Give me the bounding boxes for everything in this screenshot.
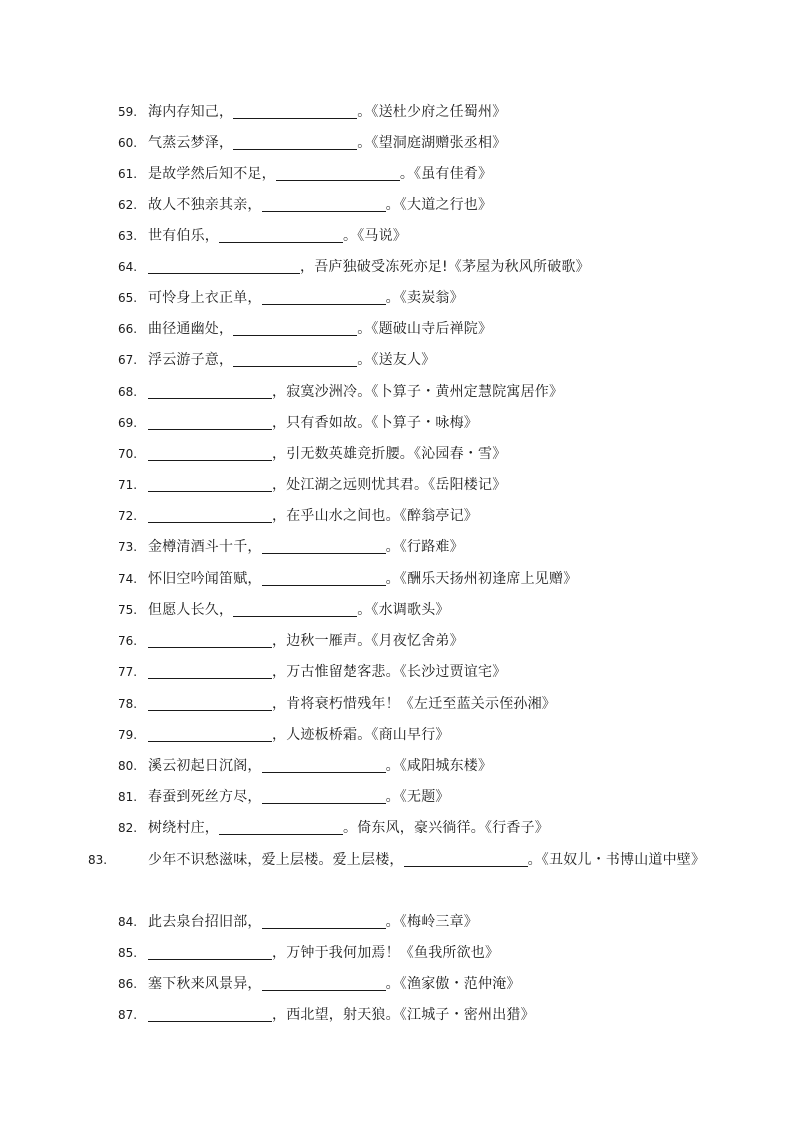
- question-suffix: ，肯将衰朽惜残年！《左迁至蓝关示侄孙湘》: [272, 696, 556, 712]
- question-number: 60.: [118, 136, 138, 150]
- question-81: [118, 782, 688, 813]
- question-86: [118, 969, 688, 1000]
- question-87: [118, 1000, 688, 1031]
- question-75: [118, 595, 688, 626]
- question-number: 69.: [118, 416, 138, 430]
- question-suffix: ，处江湖之远则忧其君。《岳阳楼记》: [272, 477, 507, 493]
- question-suffix: ，边秋一雁声。《月夜忆舍弟》: [272, 633, 464, 649]
- answer-blank[interactable]: [262, 785, 386, 804]
- answer-blank[interactable]: [262, 754, 386, 773]
- question-74: [118, 564, 688, 595]
- question-suffix: ，吾庐独破受冻死亦足!《茅屋为秋风所破歌》: [300, 259, 590, 275]
- answer-blank[interactable]: [148, 473, 272, 492]
- question-prefix: 树绕村庄，: [148, 820, 219, 836]
- question-prefix: 浮云游子意，: [148, 352, 234, 368]
- question-73: [118, 532, 688, 563]
- question-80: [118, 751, 688, 782]
- question-number: 86.: [118, 977, 138, 991]
- question-suffix: ，万古惟留楚客悲。《长沙过贾谊宅》: [272, 664, 507, 680]
- answer-blank[interactable]: [219, 816, 343, 835]
- question-number: 68.: [118, 385, 138, 399]
- question-suffix: 。《渔家傲・范仲淹》: [385, 976, 521, 992]
- question-82: [118, 813, 688, 844]
- question-suffix: 。《题破山寺后禅院》: [357, 321, 493, 337]
- answer-blank[interactable]: [148, 1003, 272, 1022]
- answer-blank[interactable]: [233, 100, 357, 119]
- question-number: 73.: [118, 540, 138, 554]
- answer-blank[interactable]: [148, 380, 272, 399]
- question-66: [118, 314, 688, 345]
- question-suffix: ，引无数英雄竞折腰。《沁园春・雪》: [272, 446, 507, 462]
- question-68: [118, 377, 688, 408]
- question-number: 87.: [118, 1008, 138, 1022]
- question-prefix: 气蒸云梦泽，: [148, 135, 234, 151]
- question-prefix: 此去泉台招旧部，: [148, 914, 262, 930]
- answer-blank[interactable]: [262, 910, 386, 929]
- question-number: 85.: [118, 946, 138, 960]
- answer-blank[interactable]: [148, 941, 272, 960]
- question-suffix: 。《无题》: [385, 789, 450, 805]
- question-number: 81.: [118, 790, 138, 804]
- question-prefix: 曲径通幽处，: [148, 321, 234, 337]
- answer-blank[interactable]: [262, 286, 386, 305]
- question-suffix: 。《行路难》: [385, 539, 464, 555]
- question-prefix: 故人不独亲其亲，: [148, 197, 262, 213]
- question-63: [118, 221, 688, 252]
- question-78: [118, 689, 688, 720]
- question-number: 79.: [118, 728, 138, 742]
- question-number: 67.: [118, 353, 138, 367]
- question-61: [118, 159, 688, 190]
- question-prefix: 可怜身上衣正单，: [148, 290, 262, 306]
- question-suffix: 。《望洞庭湖赠张丞相》: [357, 135, 507, 151]
- question-suffix: ，只有香如故。《卜算子・咏梅》: [272, 415, 478, 431]
- question-64: [118, 252, 688, 283]
- question-number: 65.: [118, 291, 138, 305]
- question-number: 63.: [118, 229, 138, 243]
- question-suffix: ，人迹板桥霜。《商山早行》: [272, 727, 450, 743]
- question-number: 72.: [118, 509, 138, 523]
- question-number: 80.: [118, 759, 138, 773]
- answer-blank[interactable]: [148, 723, 272, 742]
- question-suffix: 。《咸阳城东楼》: [385, 758, 493, 774]
- answer-blank[interactable]: [404, 848, 528, 867]
- answer-blank[interactable]: [148, 692, 272, 711]
- question-prefix: 世有伯乐，: [148, 228, 219, 244]
- question-suffix: ，寂寞沙洲冷。《卜算子・黄州定慧院寓居作》: [272, 384, 564, 400]
- question-70: [118, 439, 688, 470]
- question-71: [118, 470, 688, 501]
- question-suffix: 。倚东风，豪兴徜徉。《行香子》: [343, 820, 549, 836]
- question-suffix: ，西北望，射天狼。《江城子・密州出猎》: [272, 1007, 535, 1023]
- question-prefix: 溪云初起日沉阁，: [148, 758, 262, 774]
- answer-blank[interactable]: [148, 255, 300, 274]
- question-prefix: 金樽清酒斗十千，: [148, 539, 262, 555]
- question-suffix: 。《马说》: [343, 228, 407, 244]
- answer-blank[interactable]: [148, 504, 272, 523]
- answer-blank[interactable]: [148, 411, 272, 430]
- question-number: 76.: [118, 634, 138, 648]
- answer-blank[interactable]: [233, 131, 357, 150]
- question-suffix: 。《梅岭三章》: [385, 914, 479, 930]
- answer-blank[interactable]: [233, 317, 357, 336]
- question-number: 78.: [118, 697, 138, 711]
- answer-blank[interactable]: [262, 193, 386, 212]
- question-65: [118, 283, 688, 314]
- question-number: 82.: [118, 821, 138, 835]
- question-number: 84.: [118, 915, 138, 929]
- question-number: 77.: [118, 665, 138, 679]
- question-suffix: 。《卖炭翁》: [385, 290, 464, 306]
- question-69: [118, 408, 688, 439]
- question-number: 64.: [118, 260, 138, 274]
- question-suffix: ，在乎山水之间也。《醉翁亭记》: [272, 508, 478, 524]
- question-85: [118, 938, 688, 969]
- question-number: 74.: [118, 572, 138, 586]
- question-suffix: 。《水调歌头》: [357, 602, 450, 618]
- answer-blank[interactable]: [276, 162, 400, 181]
- question-number: 71.: [118, 478, 138, 492]
- question-number: 75.: [118, 603, 138, 617]
- question-suffix: 。《大道之行也》: [385, 197, 493, 213]
- question-prefix: 少年不识愁滋味，爱上层楼。爱上层楼，: [148, 852, 404, 868]
- question-prefix: 春蚕到死丝方尽，: [148, 789, 262, 805]
- question-number: 70.: [118, 447, 138, 461]
- answer-blank[interactable]: [148, 442, 272, 461]
- question-prefix: 海内存知己，: [148, 104, 234, 120]
- question-prefix: 是故学然后知不足，: [148, 166, 276, 182]
- question-number: 61.: [118, 167, 138, 181]
- question-59: [118, 97, 688, 128]
- answer-blank[interactable]: [262, 567, 386, 586]
- answer-blank[interactable]: [262, 972, 386, 991]
- question-suffix: 。《虽有佳肴》: [399, 166, 493, 182]
- question-prefix: 但愿人长久，: [148, 602, 234, 618]
- question-62: [118, 190, 688, 221]
- question-number: 59.: [118, 105, 138, 119]
- answer-blank[interactable]: [233, 348, 357, 367]
- question-number: 83.: [88, 853, 108, 867]
- question-60: [118, 128, 688, 159]
- answer-blank[interactable]: [233, 598, 357, 617]
- question-83: [88, 845, 718, 876]
- question-76: [118, 626, 688, 657]
- question-suffix: 。《送杜少府之任蜀州》: [357, 104, 507, 120]
- answer-blank[interactable]: [219, 224, 343, 243]
- question-number: 66.: [118, 322, 138, 336]
- question-suffix: 。《送友人》: [357, 352, 436, 368]
- question-77: [118, 657, 688, 688]
- question-suffix: ，万钟于我何加焉！《鱼我所欲也》: [272, 945, 500, 961]
- question-prefix: 怀旧空吟闻笛赋，: [148, 571, 262, 587]
- question-67: [118, 345, 688, 376]
- question-84: [118, 907, 688, 938]
- question-suffix: 。《丑奴儿・书博山道中壁》: [527, 852, 706, 868]
- question-number: 62.: [118, 198, 138, 212]
- answer-blank[interactable]: [148, 629, 272, 648]
- answer-blank[interactable]: [148, 660, 272, 679]
- answer-blank[interactable]: [262, 535, 386, 554]
- question-79: [118, 720, 688, 751]
- question-suffix: 。《酬乐天扬州初逢席上见赠》: [385, 571, 578, 587]
- question-prefix: 塞下秋来风景异，: [148, 976, 262, 992]
- question-72: [118, 501, 688, 532]
